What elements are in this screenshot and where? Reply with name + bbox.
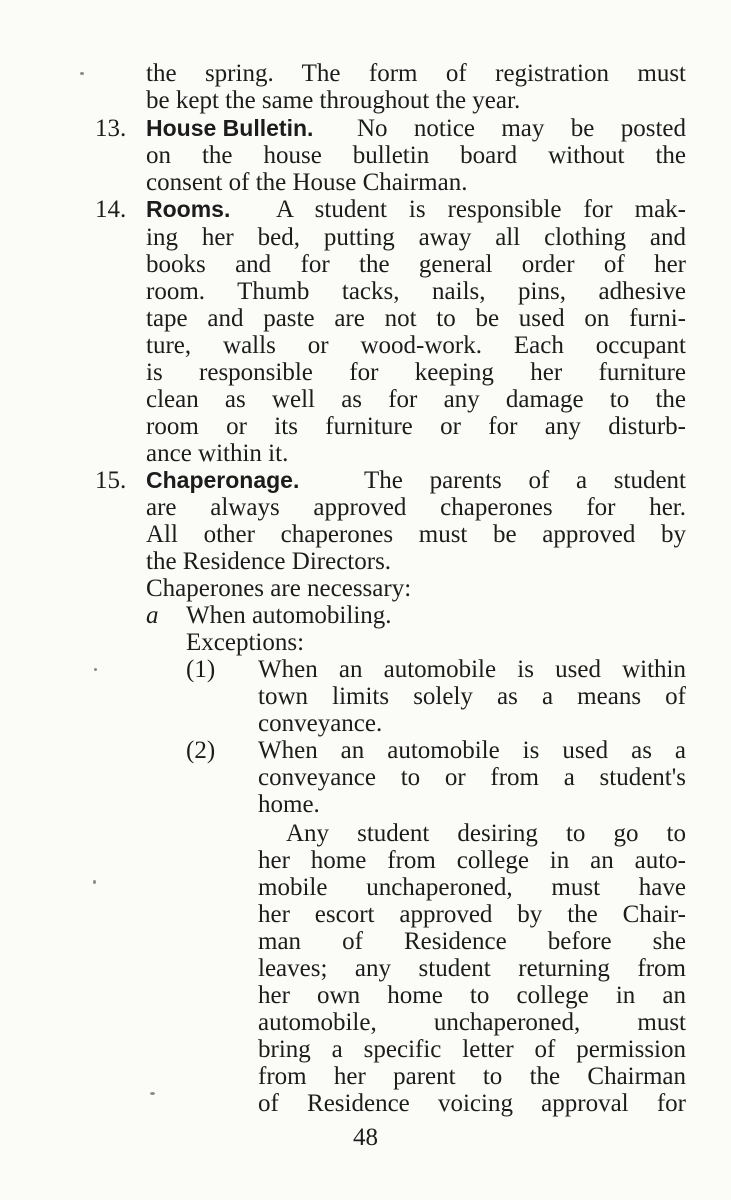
text-line: from her parent to the Chairman — [258, 1063, 686, 1090]
text-line: room or its furniture or for any disturb- — [146, 413, 686, 440]
text-line: room. Thumb tacks, nails, pins, adhesive — [146, 278, 686, 305]
text-line: her home from college in an auto- — [258, 847, 686, 874]
text-line: When an automobile is used within — [258, 656, 686, 683]
text-line: man of Residence before she — [258, 928, 686, 955]
margin-speck — [93, 880, 96, 884]
text-line: conveyance to or from a student's — [258, 764, 686, 791]
text-line: on the house bulletin board without the — [146, 142, 686, 169]
text-line: ing her bed, putting away all clothing and — [146, 224, 686, 251]
text-line: conveyance. — [258, 710, 383, 737]
text-line: All other chaperones must be approved by — [146, 521, 686, 548]
text-line: the Residence Directors. — [146, 548, 392, 575]
item-number: 15. — [95, 467, 127, 494]
text-line: consent of the House Chairman. — [146, 169, 468, 196]
item-heading: Chaperonage. — [146, 467, 300, 493]
text-line: A student is responsible for mak- — [276, 196, 686, 223]
text-line: The parents of a student — [364, 467, 686, 494]
sub-item-letter: a — [146, 602, 159, 629]
item-heading: House Bulletin. — [146, 115, 314, 141]
text-line: her escort approved by the Chair- — [258, 901, 686, 928]
text-line: is responsible for keeping her furniture — [146, 359, 686, 386]
margin-speck — [150, 1092, 155, 1095]
margin-speck — [80, 72, 84, 75]
text-line: ture, walls or wood-work. Each occupant — [146, 332, 686, 359]
text-line: ance within it. — [146, 440, 289, 467]
item-heading: Rooms. — [146, 196, 231, 222]
text-line: of Residence voicing approval for — [258, 1090, 686, 1117]
text-line: Chaperones are necessary: — [146, 575, 412, 602]
text-line: town limits solely as a means of — [258, 683, 686, 710]
text-line: Exceptions: — [186, 629, 305, 656]
text-line: mobile unchaperoned, must have — [258, 874, 686, 901]
text-line: clean as well as for any damage to the — [146, 386, 686, 413]
text-line: Any student desiring to go to — [286, 820, 686, 847]
exception-number: (2) — [186, 737, 216, 764]
item-number: 14. — [95, 196, 127, 223]
text-line: automobile, unchaperoned, must — [258, 1009, 686, 1036]
exception-number: (1) — [186, 656, 216, 683]
text-line: are always approved chaperones for her. — [146, 494, 686, 521]
text-line: her own home to college in an — [258, 982, 686, 1009]
margin-speck — [94, 668, 97, 671]
item-number: 13. — [95, 115, 127, 142]
text-line: tape and paste are not to be used on furni- — [146, 305, 686, 332]
text-line: be kept the same throughout the year. — [146, 87, 521, 114]
text-line: When automobiling. — [186, 602, 392, 629]
text-line: the spring. The form of registration must — [146, 60, 686, 87]
page-number: 48 — [353, 1124, 378, 1151]
text-line: bring a specific letter of permission — [258, 1036, 686, 1063]
text-line: books and for the general order of her — [146, 251, 686, 278]
text-line: No notice may be posted — [357, 115, 686, 142]
text-line: leaves; any student returning from — [258, 955, 686, 982]
text-line: When an automobile is used as a — [258, 737, 686, 764]
text-line: home. — [258, 791, 320, 818]
